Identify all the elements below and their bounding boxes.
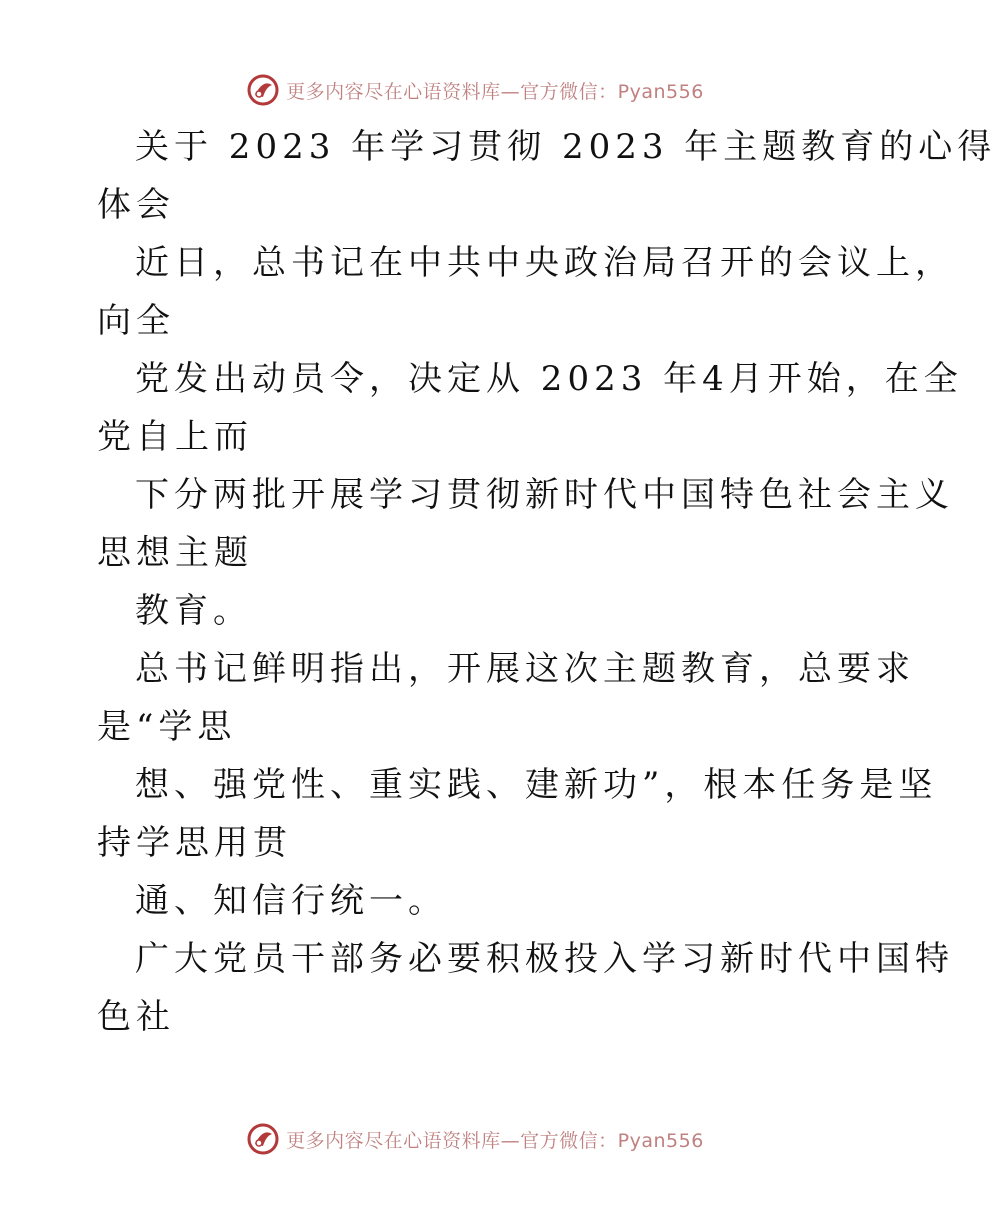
text-line: 通、知信行统一。 bbox=[135, 881, 447, 921]
banner-text: 更多内容尽在心语资料库—官方微信：Pyan556 bbox=[286, 80, 704, 103]
text-line: 想、强党性、重实践、建新功”，根本任务是坚 bbox=[135, 765, 938, 805]
text-line: 向全 bbox=[97, 301, 175, 341]
header-banner bbox=[0, 70, 950, 110]
document-body bbox=[97, 118, 996, 1046]
text-line: 广大党员干部务必要积极投入学习新时代中国特 bbox=[135, 939, 954, 979]
text-line: 近日，总书记在中共中央政治局召开的会议上， bbox=[135, 243, 954, 283]
text-line: 总书记鲜明指出，开展这次主题教育，总要求 bbox=[135, 649, 915, 689]
footer-banner bbox=[0, 1119, 950, 1159]
text-line: 持学思用贯 bbox=[97, 823, 292, 863]
text-line: 党发出动员令，决定从 2023 年4月开始，在全 bbox=[135, 359, 963, 399]
text-line: 体会 bbox=[97, 185, 175, 225]
text-line: 关于 2023 年学习贯彻 2023 年主题教育的心得 bbox=[135, 127, 996, 167]
text-line: 教育。 bbox=[135, 591, 252, 631]
red-swirl-logo-icon bbox=[246, 1122, 280, 1156]
text-line: 下分两批开展学习贯彻新时代中国特色社会主义 bbox=[135, 475, 954, 515]
text-line: 是“学思 bbox=[97, 707, 237, 747]
text-line: 思想主题 bbox=[97, 533, 253, 573]
text-line: 色社 bbox=[97, 997, 175, 1037]
red-swirl-logo-icon bbox=[246, 73, 280, 107]
banner-text: 更多内容尽在心语资料库—官方微信：Pyan556 bbox=[286, 1129, 704, 1152]
text-line: 党自上而 bbox=[97, 417, 253, 457]
